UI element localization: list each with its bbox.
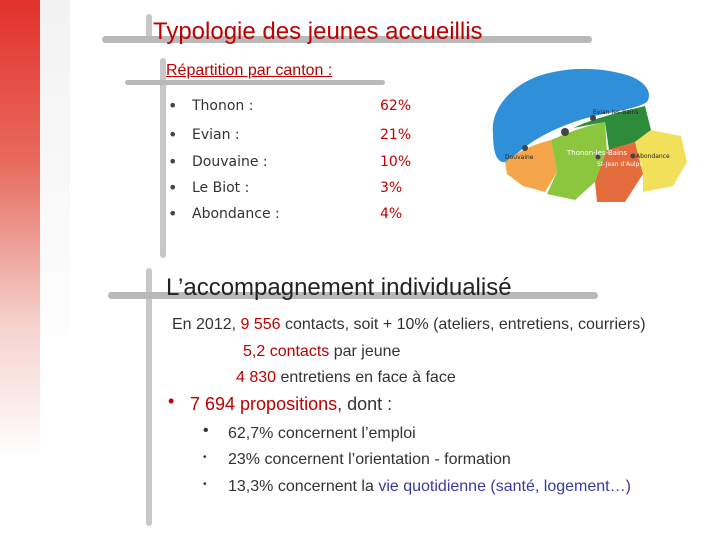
canton-name: Evian :: [192, 127, 240, 143]
map-label: St-Jean d'Aulps: [597, 161, 643, 168]
stats-text: par jeune: [329, 343, 401, 360]
list-item: [168, 180, 428, 206]
bullet-icon: •: [203, 452, 207, 463]
stats-line-interviews: [236, 369, 456, 387]
bullet-icon: •: [168, 96, 178, 115]
list-item: [168, 127, 428, 153]
canton-percent: 21%: [380, 127, 412, 143]
canton-percent: 62%: [380, 98, 412, 114]
bullet-icon: •: [168, 125, 178, 144]
map-label: Douvaine: [505, 154, 534, 161]
canton-percent: 3%: [380, 180, 403, 196]
canton-vertical-bar: [160, 58, 166, 258]
city-dot: [522, 145, 528, 151]
canton-map: [485, 62, 690, 220]
propositions-suffix: , dont :: [337, 394, 393, 414]
map-label: Abondance: [636, 153, 670, 160]
stats-value: 5,2 contacts: [243, 343, 330, 360]
stats-value: 4 830: [236, 369, 277, 386]
proposition-text: 13,3% concernent la: [228, 478, 379, 495]
bullet-icon: •: [168, 152, 178, 171]
canton-subtitle: Répartition par canton :: [166, 62, 333, 79]
proposition-item: 23% concernent l’orientation - formation: [228, 451, 511, 468]
propositions-line: [190, 394, 392, 415]
page-title: Typologie des jeunes accueillis: [153, 18, 483, 45]
canton-name: Le Biot :: [192, 180, 250, 196]
stats-line-per-youth: [243, 343, 400, 361]
city-dot: [561, 128, 569, 136]
map-label: Evian-les-Bains: [593, 109, 639, 116]
bullet-icon: •: [203, 422, 209, 439]
canton-name: Thonon :: [192, 98, 254, 114]
stats-text: En 2012,: [172, 316, 241, 333]
subtitle-underline-bar: [125, 80, 385, 85]
canton-percent: 10%: [380, 154, 412, 170]
stats-text: contacts, soit + 10% (ateliers, entretiens, courriers): [280, 316, 646, 333]
canton-name: Douvaine :: [192, 154, 268, 170]
city-dot: [631, 154, 636, 159]
stats-value: 9 556: [240, 316, 281, 333]
bullet-icon: •: [168, 391, 175, 411]
canton-name: Abondance :: [192, 206, 280, 222]
list-item: [168, 154, 428, 180]
list-item: [168, 98, 428, 124]
section-vertical-bar: [146, 268, 152, 526]
section-title: L’accompagnement individualisé: [166, 274, 512, 301]
bullet-icon: •: [203, 479, 207, 490]
proposition-item: [228, 478, 631, 496]
propositions-value: 7 694 propositions: [190, 394, 338, 414]
proposition-item: 62,7% concernent l’emploi: [228, 425, 416, 442]
abondance-region: [635, 130, 687, 192]
proposition-highlight: vie quotidienne (santé, logement…): [378, 478, 631, 495]
bullet-icon: •: [168, 178, 178, 197]
bullet-icon: •: [168, 204, 178, 223]
map-label: Thonon-les-Bains: [567, 149, 627, 157]
stats-line-contacts: [172, 316, 646, 334]
red-accent-band: [0, 0, 40, 540]
list-item: [168, 206, 428, 232]
canton-percent: 4%: [380, 206, 403, 222]
stats-text: entretiens en face à face: [276, 369, 456, 386]
